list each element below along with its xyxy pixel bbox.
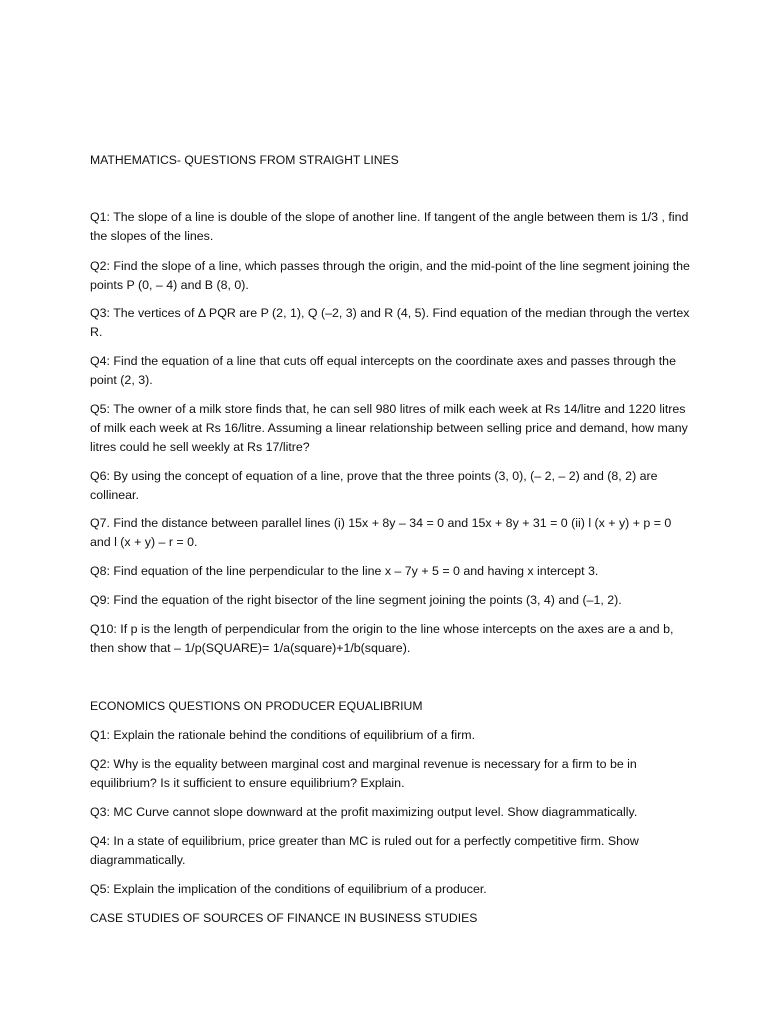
math-section-heading: MATHEMATICS- QUESTIONS FROM STRAIGHT LINES xyxy=(90,153,399,167)
math-question-2: Q2: Find the slope of a line, which passes through the origin, and the mid-point of the line segment joining the points P (0, – 4) and B (8, 0). xyxy=(90,259,690,292)
math-question-4: Q4: Find the equation of a line that cuts off equal intercepts on the coordinate axes and passes through the point (2, 3). xyxy=(90,354,676,387)
math-question-7: Q7. Find the distance between parallel lines (i) 15x + 8y – 34 = 0 and 15x + 8y + 31 = 0 (ii) l (x + y) + p = 0 and l (x + y) – r = 0. xyxy=(90,516,672,549)
math-question-8: Q8: Find equation of the line perpendicular to the line x – 7y + 5 = 0 and having x intercept 3. xyxy=(90,564,599,578)
math-question-1: Q1: The slope of a line is double of the slope of another line. If tangent of the angle between them is 1/3 , find the slopes of the lines. xyxy=(90,210,689,243)
math-question-5: Q5: The owner of a milk store finds that, he can sell 980 litres of milk each week at Rs 14/litre and 1220 litres of milk each week at Rs 16/litre. Assuming a linear relationship between selling price and demand, how many litres could he sell weekly at Rs 17/litre? xyxy=(90,402,688,454)
economics-question-4: Q4: In a state of equilibrium, price greater than MC is ruled out for a perfectly competitive firm. Show diagrammatically. xyxy=(90,834,639,867)
economics-section-heading: ECONOMICS QUESTIONS ON PRODUCER EQUALIBRIUM xyxy=(90,699,423,713)
economics-question-1: Q1: Explain the rationale behind the conditions of equilibrium of a firm. xyxy=(90,728,476,742)
business-section-heading: CASE STUDIES OF SOURCES OF FINANCE IN BUSINESS STUDIES xyxy=(90,911,478,925)
economics-question-5: Q5: Explain the implication of the conditions of equilibrium of a producer. xyxy=(90,882,487,896)
economics-question-2: Q2: Why is the equality between marginal cost and marginal revenue is necessary for a firm to be in equilibrium? Is it sufficient to ensure equilibrium? Explain. xyxy=(90,757,637,790)
math-question-9: Q9: Find the equation of the right bisector of the line segment joining the points (3, 4) and (–1, 2). xyxy=(90,593,622,607)
math-question-3: Q3: The vertices of Δ PQR are P (2, 1), Q (–2, 3) and R (4, 5). Find equation of the median through the vertex R. xyxy=(90,306,690,339)
math-question-10: Q10: If p is the length of perpendicular from the origin to the line whose intercepts on the axes are a and b, then show that – 1/p(SQUARE)= 1/a(square)+1/b(square). xyxy=(90,622,674,655)
economics-question-3: Q3: MC Curve cannot slope downward at the profit maximizing output level. Show diagrammatically. xyxy=(90,805,638,819)
math-question-6: Q6: By using the concept of equation of a line, prove that the three points (3, 0), (– 2, – 2) and (8, 2) are collinear. xyxy=(90,469,658,502)
